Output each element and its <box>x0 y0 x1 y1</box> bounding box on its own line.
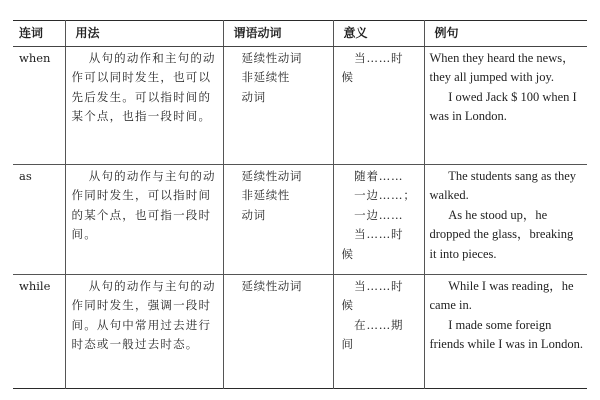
usage-cell: 从句的动作与主句的动作同时发生，可以指时间的某个点，也可指一段时间。 <box>65 164 223 274</box>
verb-cell: 延续性动词 <box>223 274 333 388</box>
header-usage: 用法 <box>65 21 223 47</box>
header-meaning: 意义 <box>333 21 424 47</box>
example-cell: The students sang as they walked. As he stood up，he dropped the glass，breaking it into pieces. <box>424 164 587 274</box>
conjunction-table <box>13 20 587 389</box>
header-example: 例句 <box>424 21 587 47</box>
conjunction-cell: while <box>13 274 65 388</box>
table-row <box>13 164 587 274</box>
verb-cell: 延续性动词 非延续性 动词 <box>223 46 333 164</box>
conjunction-cell: when <box>13 46 65 164</box>
header-predicate-verb: 谓语动词 <box>223 21 333 47</box>
usage-cell: 从句的动作和主句的动作可以同时发生，也可以先后发生。可以指时间的某个点，也指一段时间。 <box>65 46 223 164</box>
header-row <box>13 21 587 47</box>
table-row <box>13 46 587 164</box>
table-row <box>13 274 587 388</box>
usage-cell: 从句的动作与主句的动作同时发生，强调一段时间。从句中常用过去进行时态或一般过去时态。 <box>65 274 223 388</box>
meaning-cell: 当……时 候 在……期 间 <box>333 274 424 388</box>
verb-cell: 延续性动词 非延续性 动词 <box>223 164 333 274</box>
header-conjunction: 连词 <box>13 21 65 47</box>
example-cell: When they heard the news，they all jumped with joy. I owed Jack $ 100 when I was in London. <box>424 46 587 164</box>
meaning-cell: 随着…… 一边……； 一边…… 当……时 候 <box>333 164 424 274</box>
conjunction-cell: as <box>13 164 65 274</box>
example-cell: While I was reading，he came in. I made some foreign friends while I was in London. <box>424 274 587 388</box>
meaning-cell: 当……时 候 <box>333 46 424 164</box>
